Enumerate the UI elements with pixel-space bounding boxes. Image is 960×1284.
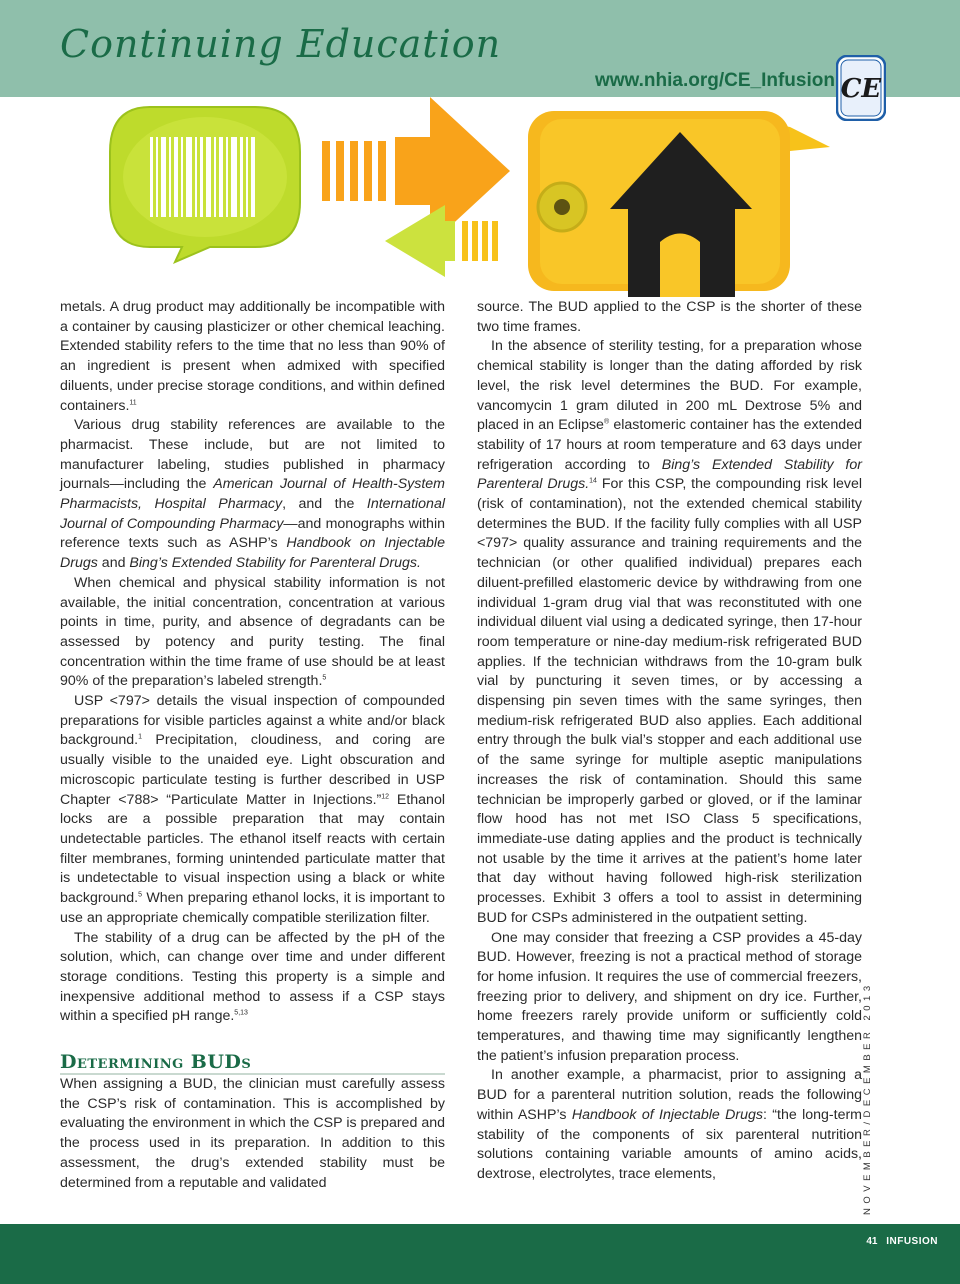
paragraph: In another example, a pharmacist, prior to assigning a BUD for a parenteral nutrition solution, reads the following within ASHP’s Handbook of Injectable Drugs: “the long-term stability of the components of six parenteral nutrition solutions containing variable amounts of amino acids, dextrose, electrolytes, trace elements, [477,1067,863,1182]
paragraph: The stability of a drug can be affected by the pH of the solution, which, can change over time and under different storage conditions. Testing this property is a simple and inexpensive additional method to assess if a CSP stays within a specified pH range.$^{5,13}$ [60,929,445,1025]
header-illustration [0,97,960,297]
website-link[interactable]: www.nhia.org/CE_Infusion [595,70,835,91]
paragraph: One may consider that freezing a CSP provides a 45-day BUD. However, freezing is not a practical method of storage for home infusion. It requires the use of commercial freezers, freezing prior to delivery, and shipment on dry ice. Further, home freezers rarely provide uniform or sufficiently cold temperatures, and thawing time may significantly lengthen the patient’s infusion preparation process. [477,929,862,1064]
footer [866,1236,938,1247]
section-heading: Determining BUDs [60,1051,445,1075]
speech-bubble-barcode-icon [110,107,300,262]
paragraph: Various drug stability references are available to the pharmacist. These include, but are not limited to manufacturer labeling, studies published in pharmacy journals—including the American Journal of Health-System Pharmacists, Hospital Pharmacy, and the International Journal of Compounding Pharmacy—and monographs within reference texts such as ASHP’s Handbook on Injectable Drugs and Bing’s Extended Stability for Parenteral Drugs. [60,417,445,572]
arrow-left-icon [385,205,498,277]
paragraph: USP <797> details the visual inspection of compounded preparations for visible particles against a white and/or black background.$^1$ Precipitation, cloudiness, and coring are usually visible to the unaided eye. Light obscuration and microscopic particulate testing is further described in USP Chapter <788> “Particulate Matter in Injections.”$^{12}$ Ethanol locks are a possible preparation that may contain undetectable particles. The ethanol itself reacts with certain filter membranes, forming unintended particulate matter that is undetectable to visual inspection using a black or white background.$^5$ When preparing ethanol locks, it is important to use an appropriate chemically compatible sterilization filter. [60,693,445,926]
issue-date: NOVEMBER/DECEMBER 2013 [862,981,873,1215]
left-column [60,298,445,1193]
paragraph: metals. A drug product may additionally be incompatible with a container by causing plasticizer or other chemical leaching. Extended stability refers to the time that no less than 90% of an ingredient is present when admixed with specified diluents, under precise storage conditions, and within defined containers.$^{11}$ [60,299,445,414]
paragraph: In the absence of sterility testing, for a preparation whose chemical stability is longer than the dating afforded by risk level, the risk level determines the BUD. For example, vancomycin 1 gram diluted in 200 mL Dextrose 5% and placed in an Eclipse® elastomeric container has the extended stability of 17 hours at room temperature and 63 days under refrigeration according to Bing’s Extended Stability for Parenteral Drugs.$^{14}$ For this CSP, the compounding risk level (risk of contamination), not the extended chemical stability determines the BUD. If the facility fully complies with all USP <797> quality assurance and training requirements and the technician (or other qualified individual) prepares each diluent-prefilled elastomeric device by withdrawing from one individual 1-gram drug vial that was reconstituted with one individual diluent vial using a dedicated syringe, then 17-hour room temperature or nine-day medium-risk refrigerated BUD applies. If the technician withdraws from the 10-gram bulk vial by puncturing it seven times, or by accessing a dispensing pin seven times with the same syringes, then medium-risk refrigerated BUD also applies. Each additional entry through the bulk vial’s stopper and each additional use of the same syringe for multiple aseptic manipulations increases the risk of contamination. Should this same technician be improperly garbed or gloved, or if the laminar flow hood has not met ISO Class 5 specifications, immediate-use dating applies and the product is technically not usable by the time it arrives at the patient’s home later that day without having followed high-risk sterilization processes. Exhibit 3 offers a tool to assist in determining BUD for CSPs administered in the outpatient setting. [477,338,862,926]
package-house-icon [528,111,830,297]
footer-band [0,1224,960,1284]
section-title: Continuing Education [60,22,502,66]
paragraph: source. The BUD applied to the CSP is the shorter of these two time frames. [477,299,862,335]
right-column [477,298,862,1185]
magazine-name: INFUSION [886,1236,938,1247]
ce-logo-text: CE [840,74,882,104]
page-number: 41 [866,1236,878,1247]
paragraph: When assigning a BUD, the clinician must carefully assess the CSP’s risk of contamination. This is accomplished by evaluating the environment in which the CSP is prepared and the process used in its preparation. In addition to this assessment, the drug’s extended stability must be determined from a reputable and validated [60,1076,445,1191]
paragraph: When chemical and physical stability information is not available, the initial concentration, concentration at various points in time, purity, and absence of degradants can be assessed by potency and purity testing. The final concentration within the time frame of use should be at least 90% of the preparation’s labeled strength.$^5$ [60,574,445,690]
